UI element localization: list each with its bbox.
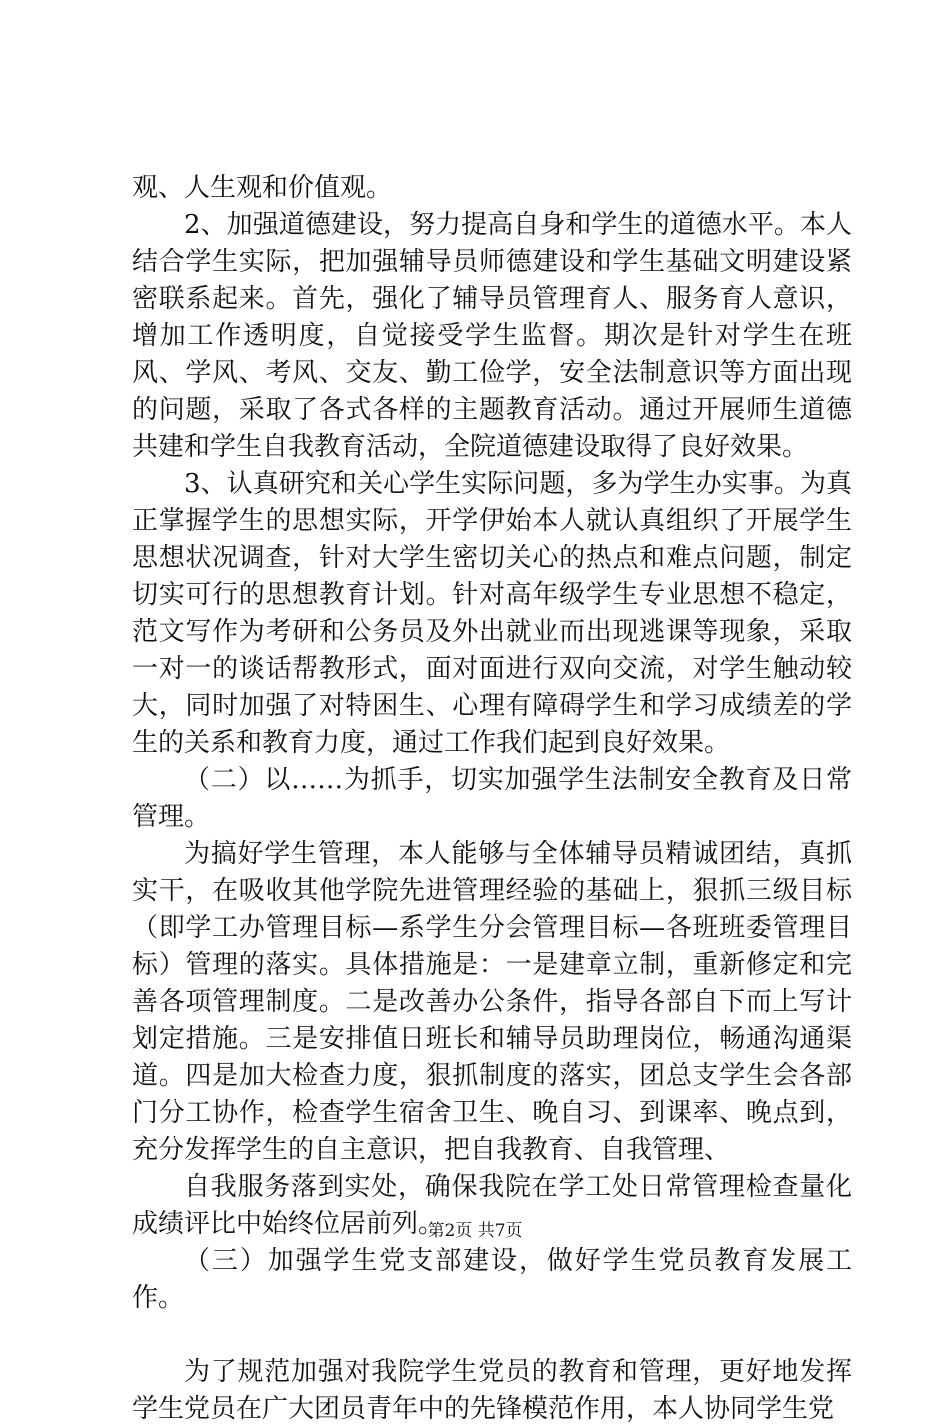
paragraph-continuation: 观、人生观和价值观。 <box>132 173 393 203</box>
paragraph-moral-construction: 2、加强道德建设，努力提高自身和学生的道德水平。本人结合学生实际，把加强辅导员师德建设和学生基础文明建设紧密联系起来。首先，强化了辅导员管理育人、服务育人意识，增加工作透明度，自觉接受学生监督。期次是针对学生在班风、学风、考风、交友、勤工俭学，安全法制意识等方面出现的问题，采取了各式各样的主题教育活动。通过开展师生道德共建和学生自我教育活动，全院道德建设取得了良好效果。 <box>132 210 852 462</box>
paragraph-spacer <box>132 1317 852 1354</box>
page-number-footer: 第2页 共7页 <box>427 1221 523 1241</box>
section-heading-two: （二）以……为抓手，切实加强学生法制安全教育及日常管理。 <box>132 765 852 832</box>
paragraph-party-members: 为了规范加强对我院学生党员的教育和管理，更好地发挥学生党员在广大团员青年中的先锋模范作用，本人协同学生党 <box>132 1357 852 1424</box>
paragraph-student-issues: 3、认真研究和关心学生实际问题，多为学生办实事。为真正掌握学生的思想实际，开学伊始本人就认真组织了开展学生思想状况调查，针对大学生密切关心的热点和难点问题，制定切实可行的思想教育计划。针对高年级学生专业思想不稳定，范文写作为考研和公务员及外出就业而出现逃课等现象，采取一对一的谈话帮教形式，面对面进行双向交流，对学生触动较大，同时加强了对特困生、心理有障碍学生和学习成绩差的学生的关系和教育力度，通过工作我们起到良好效果。 <box>132 469 852 758</box>
paragraph-student-management: 为搞好学生管理，本人能够与全体辅导员精诚团结，真抓实干，在吸收其他学院先进管理经验的基础上，狠抓三级目标（即学工办管理目标—系学生分会管理目标—各班班委管理目标）管理的落实。具体措施是：一是建章立制，重新修定和完善各项管理制度。二是改善办公条件，指导各部自下而上写计划定措施。三是安排值日班长和辅导员助理岗位，畅通沟通渠道。四是加大检查力度，狠抓制度的落实，团总支学生会各部门分工协作，检查学生宿舍卫生、晚自习、到课率、晚点到，充分发挥学生的自主意识，把自我教育、自我管理、 <box>132 839 852 1165</box>
section-heading-three: （三）加强学生党支部建设，做好学生党员教育发展工作。 <box>132 1246 852 1313</box>
paragraph-self-service: 自我服务落到实处，确保我院在学工处日常管理检查量化成绩评比中始终位居前列。 <box>132 1172 852 1239</box>
